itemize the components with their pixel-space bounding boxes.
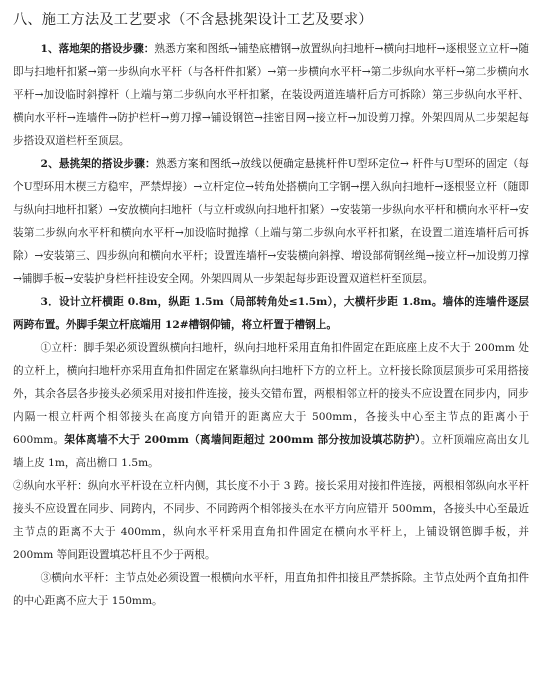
cantilever-steps-text: 熟悉方案和图纸→放线以便确定悬挑杆件U型环定位→ 杆件与U型环的固定（每个U型环用木楔三方稳牢，严禁焊接）→立杆定位→转角处搭横向工字钢→摆入纵向扫地杆→逐根竖立杆（随即与纵向扫地杆扣紧）→安放横向扫地杆（与立杆或纵向扫地杆扣紧）→安装第一步纵向水平杆和横向水平杆→安装第二步纵向水平杆和横向水平杆→加设临时抛撑（上端与第二步纵向水平杆扣紧，在设置二道连墙杆后可拆除）→安装第三、四步纵向和横向水平杆；设置连墙杆→安装横向斜撑、增设部荷钢丝绳→接立杆→加设剪刀撑→铺脚手板→安装护身栏杆挂设安全网。外架四周从一步架起每步距设置双道栏杆至顶层。: [13, 158, 529, 285]
upright-pole-text: ①立杆：脚手架必须设置纵横向扫地杆，纵向扫地杆采用直角扣件固定在距底座上皮不大于 200mm 处的立杆上，横向扫地杆亦采用直角扣件固定在紧靠纵向扫地杆下方的立杆上。立杆接长除顶层顶步可采用搭接外，其余各层各步接头必须采用对接扣件连接，接头交错布置，两根相邻立杆的接头不应设置在同步内，同步内隔一根立杆两个相邻接头在高度方向错开的距离应大于 500mm，各接头中心至主节点的距离小于 600mm。: [13, 342, 529, 446]
falsework-steps-label: 1、落地架的搭设步骤：: [40, 43, 155, 55]
falsework-steps-text: 熟悉方案和图纸→铺垫底槽钢→放置纵向扫地杆→横向扫地杆→逐根竖立立杆→随即与扫地杆扣紧→第一步纵向水平杆（与各杆件扣紧）→第一步横向水平杆→第二步纵向水平杆→第二步横向水平杆→加设临时斜撑杆（上端与第二步纵向水平杆扣紧，在装设两道连墙杆后方可拆除）第三步纵向水平杆、横向水平杆→连墙件→防护栏杆→剪刀撑→铺设钢笆→挂密目网→接立杆→加设剪刀撑。外架四周从二步架起每步搭设双道栏杆至顶层。: [13, 43, 529, 147]
paragraph-upright-pole: [13, 337, 529, 475]
paragraph-design-spacing: 3．设计立杆横距 0.8m，纵距 1.5m（局部转角处≤1.5m），大横杆步距 1.8m。墙体的连墙件逐层两跨布置。外脚手架立杆底端用 12#槽钢仰铺，将立杆置于槽钢上。: [13, 296, 529, 331]
paragraph-falsework-steps: [13, 38, 529, 153]
paragraph-transverse-bar: ③横向水平杆：主节点处必须设置一根横向水平杆，用直角扣件扣接且严禁拆除。主节点处两个直角扣件的中心距离不应大于 150mm。: [13, 572, 529, 607]
paragraph-cantilever-steps: [13, 153, 529, 291]
upright-pole-bold-note: 架体离墙不大于 200mm（离墙间距超过 200mm 部分按加设填芯防护）: [64, 434, 421, 446]
section-title: 八、施工方法及工艺要求（不含悬挑架设计工艺及要求）: [13, 12, 373, 28]
upright-pole-text-end: 。立杆顶端应高出女儿墙上皮 1m，高出檐口 1.5m。: [13, 434, 529, 469]
paragraph-longitudinal-bar: ②纵向水平杆：纵向水平杆设在立杆内侧，其长度不小于 3 跨。接长采用对接扣件连接，两根相邻纵向水平杆接头不应设置在同步、同跨内，不同步、不同跨两个相邻接头在水平方向应错开 500mm，各接头中心至最近主节点的距离不大于 400mm，纵向水平杆采用直角扣件固定在横向水平杆上，上铺设钢笆脚手板，并 200mm 等间距设置填芯杆且不少于两根。: [13, 480, 529, 561]
cantilever-steps-label: 2、悬挑架的搭设步骤：: [40, 158, 156, 170]
